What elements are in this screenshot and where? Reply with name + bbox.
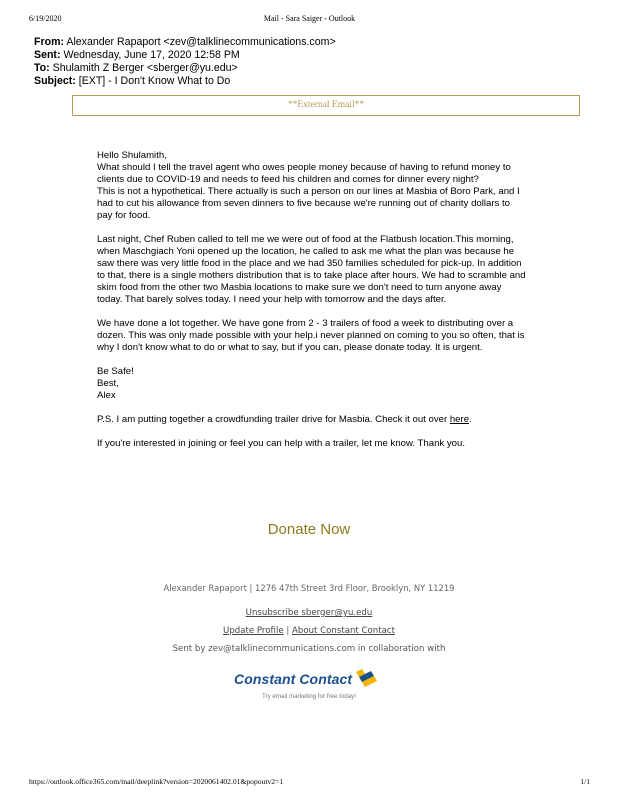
crowdfunding-link[interactable]: here [449, 414, 470, 425]
print-url: https://outlook.office365.com/mail/deeplink?version=2020061402.01&popoutv2=1 [29, 777, 284, 786]
ps-paragraph [97, 414, 527, 426]
update-profile-link[interactable]: Update Profile [223, 626, 284, 636]
body-paragraph: This is not a hypothetical. There actually is such a person on our lines at Masbia of Boro Park, and I had to cut his allowance from seven dinners to five because we're running out of charity dollars to pay for food. [97, 186, 520, 221]
print-footer [29, 777, 590, 789]
profile-links-row [0, 626, 618, 636]
to-value: Shulamith Z Berger <sberger@yu.edu> [52, 62, 238, 74]
from-value: Alexander Rapaport <zev@talklinecommunications.com> [66, 36, 336, 48]
sender-address: Alexander Rapaport | 1276 47th Street 3rd Floor, Brooklyn, NY 11219 [163, 583, 455, 593]
signoff-line: Alex [97, 390, 116, 401]
unsubscribe-link[interactable]: Unsubscribe sberger@yu.edu [245, 608, 373, 618]
to-row [34, 62, 336, 75]
print-title: Mail - Sara Saiger - Outlook [263, 14, 356, 23]
signoff [97, 366, 527, 402]
closing-paragraph: If you're interested in joining or feel you can help with a trailer, let me know. Thank you. [97, 438, 466, 449]
constant-contact-logo-text: Constant Contact [234, 671, 352, 687]
to-label: To: [34, 62, 50, 74]
body-paragraph: We have done a lot together. We have gone from 2 - 3 trailers of food a week to distributing over a dozen. This was only made possible with your help.i never planned on coming to you so often, that is why I don't know what to do or what to say, but if you can, please donate today. It is urgent. [97, 318, 525, 353]
about-constant-contact-link[interactable]: About Constant Contact [292, 626, 395, 636]
body-paragraph: What should I tell the travel agent who owes people money because of having to refund money to clients due to COVID-19 and needs to feed his children and comes for dinner every night? [97, 162, 511, 185]
from-row [34, 36, 336, 49]
unsubscribe-row [0, 608, 618, 618]
subject-row [34, 75, 336, 88]
greeting: Hello Shulamith, [97, 150, 167, 161]
link-separator: | [286, 626, 290, 636]
print-header [29, 14, 590, 26]
subject-label: Subject: [34, 75, 76, 87]
print-date: 6/19/2020 [29, 14, 62, 23]
external-email-banner: **External Email** [72, 95, 580, 116]
signoff-line: Best, [97, 378, 119, 389]
signoff-line: Be Safe! [97, 366, 134, 377]
email-header [34, 36, 336, 88]
sent-label: Sent: [34, 49, 61, 61]
constant-contact-tagline[interactable]: Try email marketing for free today! [262, 693, 356, 700]
constant-contact-logo[interactable] [232, 668, 392, 690]
sent-row [34, 49, 336, 62]
body-paragraph: Last night, Chef Ruben called to tell me we were out of food at the Flatbush location.This morning, when Maschgiach Yoni opened up the location, he called to ask me what the plan was because he saw there was very little food in the place and we had 350 families scheduled for pick-up. In addition to that, there is a single mothers distribution that is to take place after hours. We had to scramble and skim food from the other two Masbia locations to make sure we don't need to turn anyone away today. That barely solves today. I need your help with tomorrow and the days after. [97, 234, 526, 305]
sent-by-text: Sent by zev@talklinecommunications.com in collaboration with [172, 644, 446, 654]
donate-now-button[interactable]: Donate Now [267, 521, 351, 538]
sent-value: Wednesday, June 17, 2020 12:58 PM [63, 49, 240, 61]
page-number: 1/1 [580, 777, 590, 786]
ps-end: . [469, 414, 472, 425]
subject-value: [EXT] - I Don't Know What to Do [78, 75, 231, 87]
email-body [97, 150, 527, 462]
checkered-flag-icon [356, 669, 377, 687]
ps-text: P.S. I am putting together a crowdfunding trailer drive for Masbia. Check it out over [97, 414, 450, 425]
from-label: From: [34, 36, 65, 48]
